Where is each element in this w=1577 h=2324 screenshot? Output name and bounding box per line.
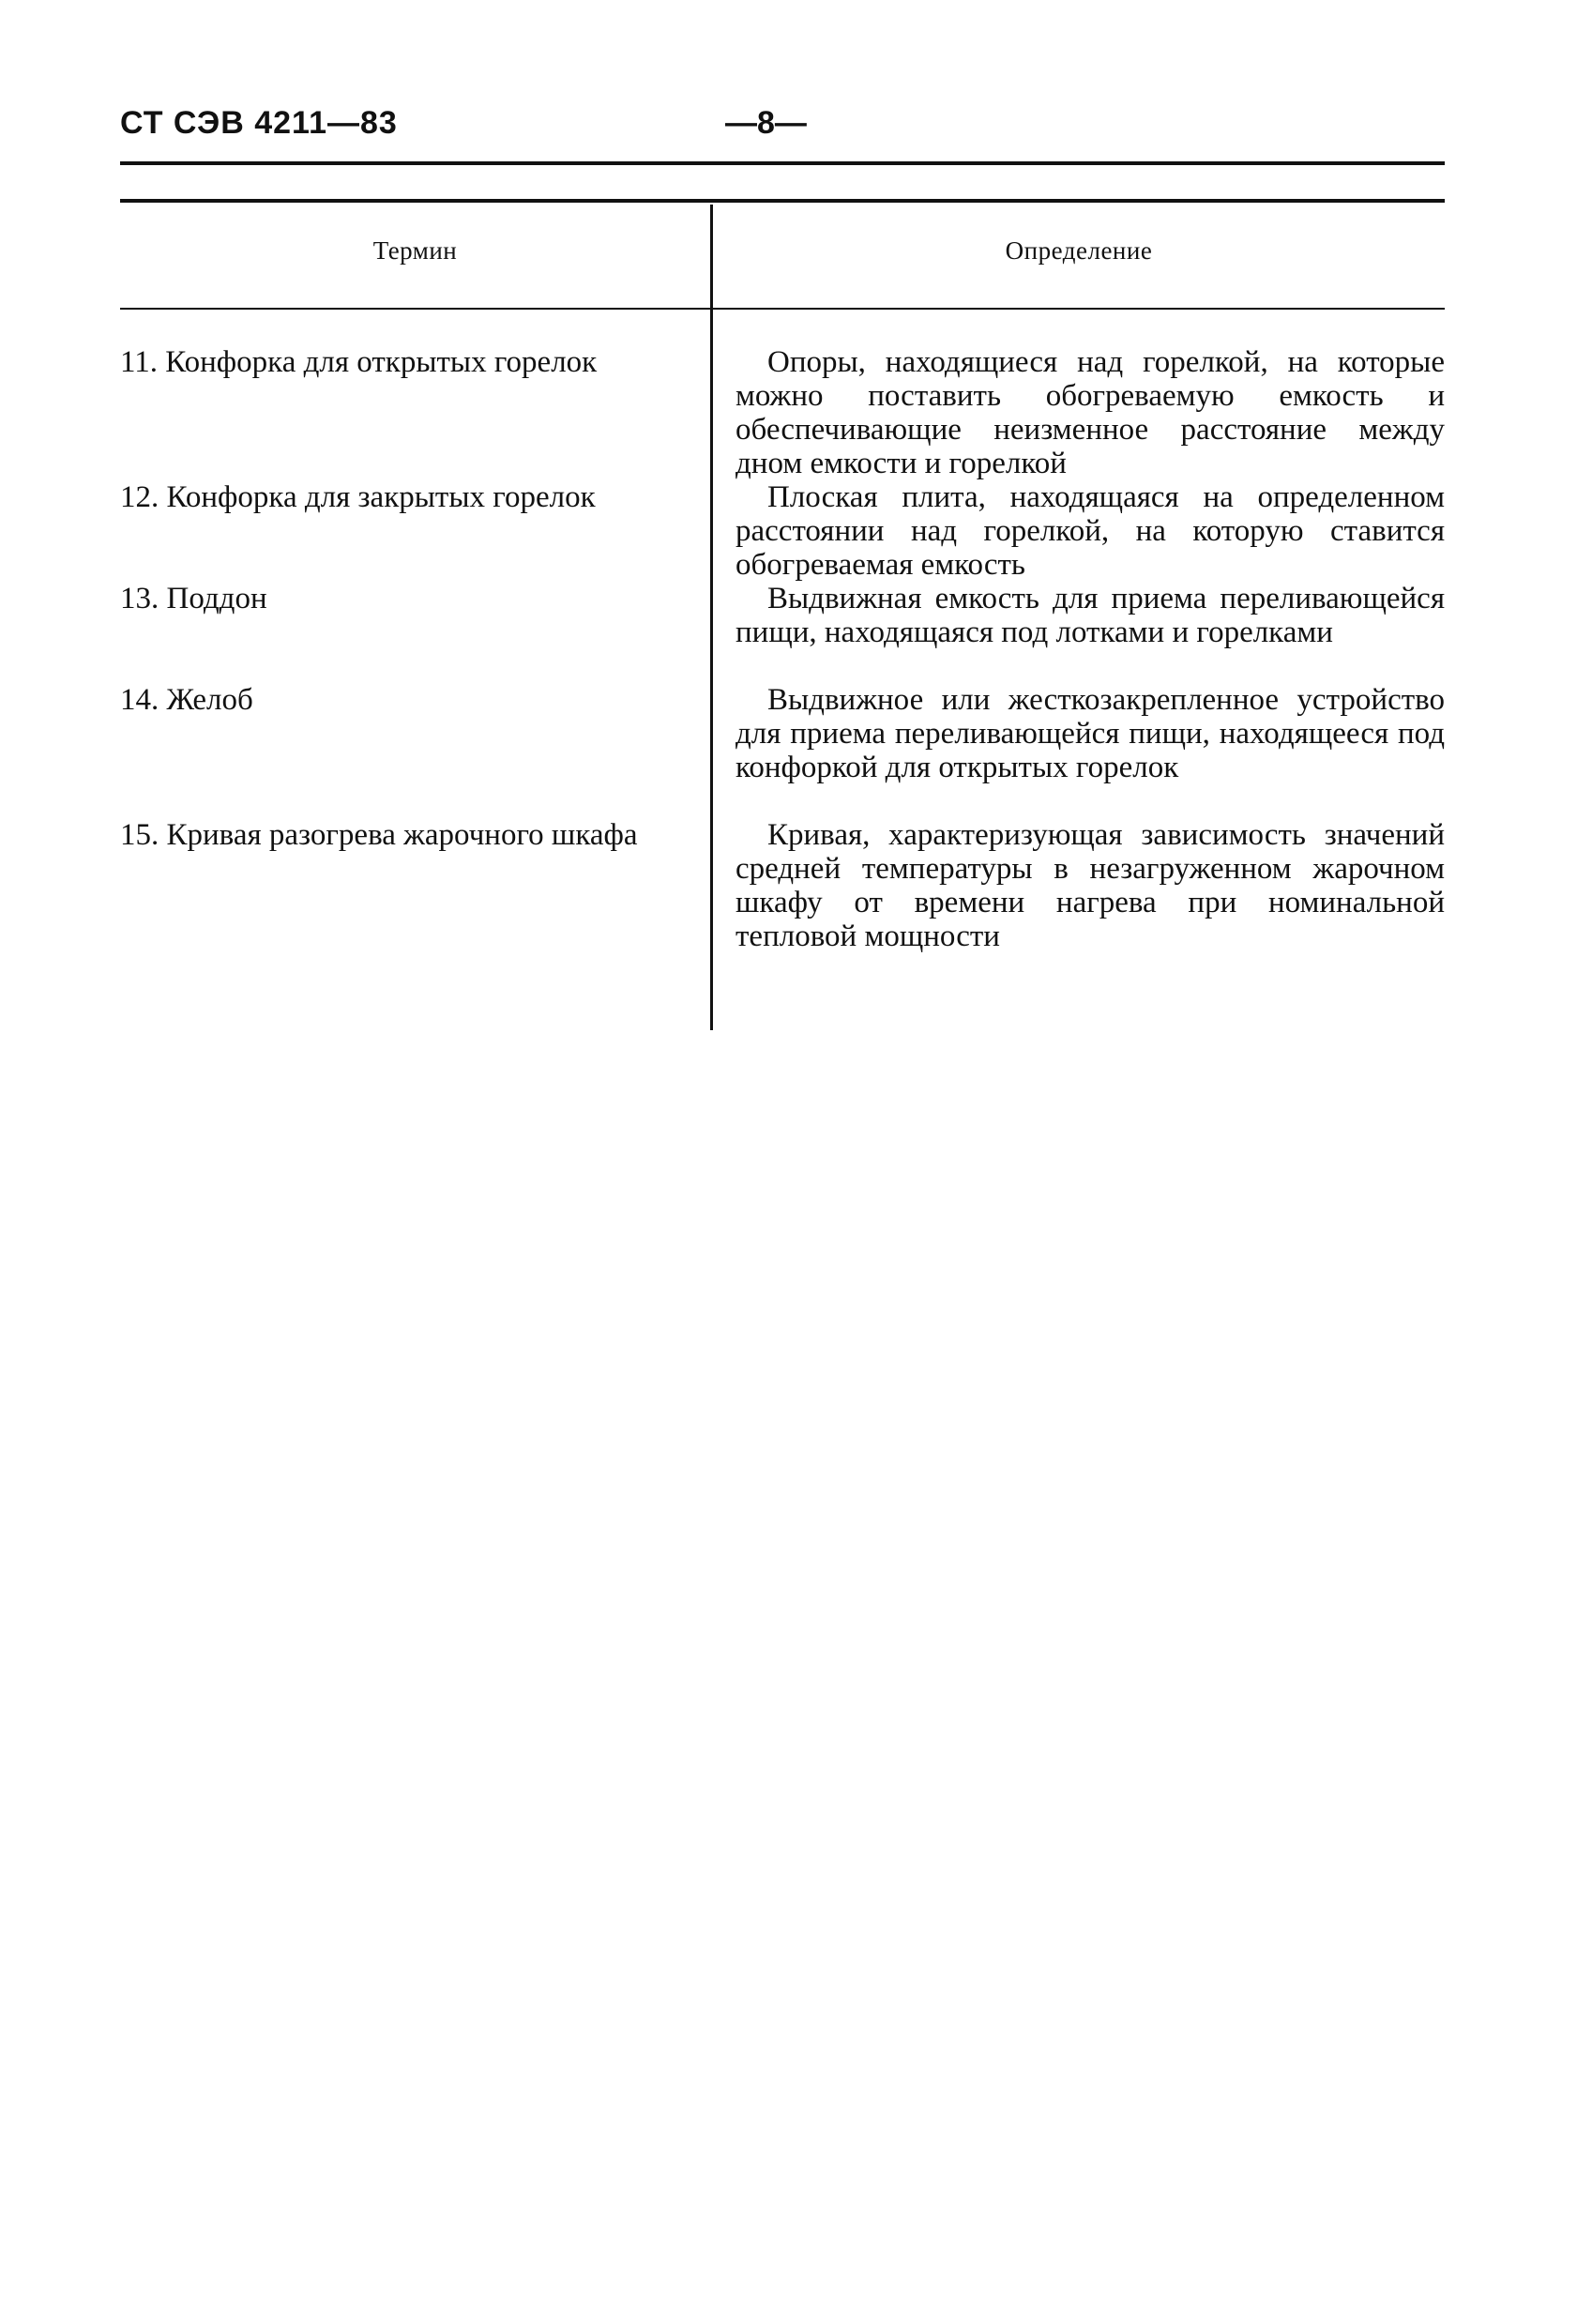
term-14: 14. Желоб — [120, 683, 253, 717]
column-header-definition: Определение — [1005, 236, 1153, 265]
column-header-term: Термин — [372, 236, 458, 265]
page-header — [120, 105, 1445, 158]
definition-15: Кривая, характеризующая зависимость значений средней температуры в незагруженном жарочном шкафу от времени нагрева при номинальной тепловой мощности — [735, 818, 1445, 953]
header-bottom-rule — [120, 308, 1445, 310]
definition-12: Плоская плита, находящаяся на определенном расстоянии над горелкой, на которую ставится обогреваемая емкость — [735, 480, 1445, 582]
column-divider — [710, 205, 713, 1030]
page-number: —8— — [725, 105, 807, 141]
definition-14: Выдвижное или жесткозакрепленное устройство для приема переливающейся пищи, находящееся под конфоркой для открытых горелок — [735, 683, 1445, 784]
definition-11: Опоры, находящиеся над горелкой, на которые можно поставить обогреваемую емкость и обеспечивающие неизменное расстояние между дном емкости и горелкой — [735, 345, 1445, 480]
table-top-rule — [120, 199, 1445, 203]
definition-13: Выдвижная емкость для приема переливающейся пищи, находящаяся под лотками и горелками — [735, 582, 1445, 649]
document-code: СТ СЭВ 4211—83 — [120, 105, 398, 141]
term-12: 12. Конфорка для закрытых горелок — [120, 480, 596, 514]
term-11: 11. Конфорка для открытых горелок — [120, 345, 598, 379]
top-rule — [120, 161, 1445, 165]
term-13: 13. Поддон — [120, 582, 267, 615]
term-15: 15. Кривая разогрева жарочного шкафа — [120, 818, 638, 852]
